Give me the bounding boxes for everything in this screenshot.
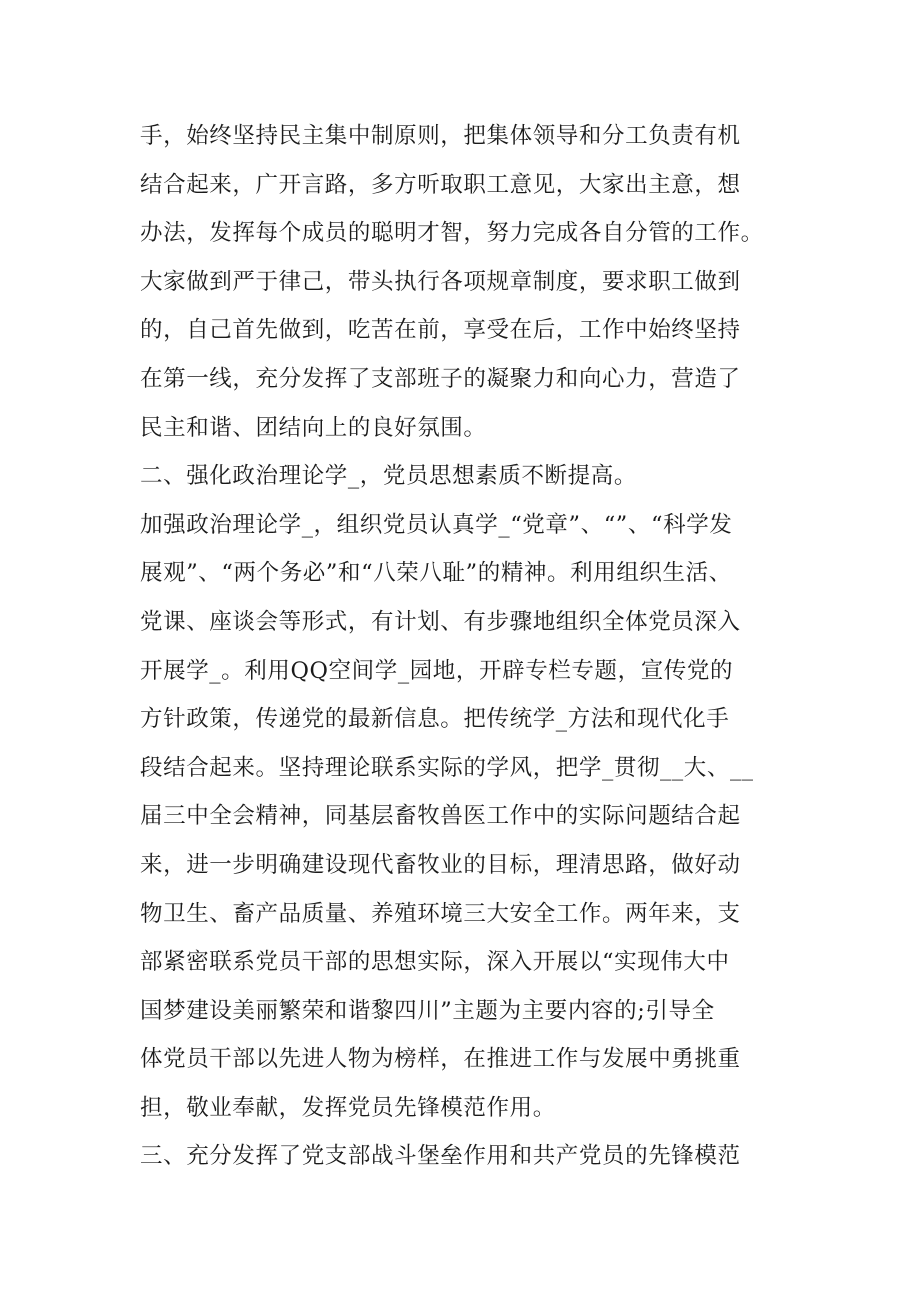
paragraph-line: 方针政策，传递党的最新信息。把传统学_方法和现代化手 — [140, 706, 730, 733]
paragraph-line: 体党员干部以先进人物为榜样，在推进工作与发展中勇挑重 — [140, 1046, 741, 1073]
paragraph-line: 加强政治理论学_，组织党员认真学_“党章”、“”、“科学发 — [140, 511, 733, 538]
section-heading-3: 三、充分发挥了党支部战斗堡垒作用和共产党员的先锋模范 — [140, 1143, 741, 1170]
paragraph-line: 部紧密联系党员干部的思想实际，深入开展以“实现伟大中 — [140, 949, 730, 976]
paragraph-line: 展观”、“两个务必”和“八荣八耻”的精神。利用组织生活、 — [140, 560, 732, 587]
document-body — [140, 112, 800, 1181]
paragraph-line: 国梦建设美丽繁荣和谐黎四川”主题为主要内容的;引导全 — [140, 997, 715, 1024]
paragraph-line: 的，自己首先做到，吃苦在前，享受在后，工作中始终坚持 — [140, 317, 741, 344]
paragraph-line: 担，敬业奉献，发挥党员先锋模范作用。 — [140, 1094, 556, 1121]
paragraph-line: 在第一线，充分发挥了支部班子的凝聚力和向心力，营造了 — [140, 365, 741, 392]
paragraph-line: 物卫生、畜产品质量、养殖环境三大安全工作。两年来，支 — [140, 900, 741, 927]
paragraph-line: 开展学_。利用QQ空间学_园地，开辟专栏专题，宣传党的 — [140, 657, 734, 684]
paragraph-line: 段结合起来。坚持理论联系实际的学风，把学_贯彻__大、__ — [140, 754, 754, 781]
paragraph-line: 大家做到严于律己，带头执行各项规章制度，要求职工做到 — [140, 268, 741, 295]
paragraph-line: 民主和谐、团结向上的良好氛围。 — [140, 414, 487, 441]
paragraph-line: 结合起来，广开言路，多方听取职工意见，大家出主意，想 — [140, 171, 741, 198]
paragraph-line: 届三中全会精神，同基层畜牧兽医工作中的实际问题结合起 — [140, 803, 741, 830]
paragraph-line: 来，进一步明确建设现代畜牧业的目标，理清思路，做好动 — [140, 851, 741, 878]
paragraph-line: 办法，发挥每个成员的聪明才智，努力完成各自分管的工作。 — [140, 220, 764, 247]
paragraph-line: 党课、座谈会等形式，有计划、有步骤地组织全体党员深入 — [140, 608, 741, 635]
section-heading-2: 二、强化政治理论学_，党员思想素质不断提高。 — [140, 463, 637, 490]
paragraph-line: 手，始终坚持民主集中制原则，把集体领导和分工负责有机 — [140, 123, 741, 149]
